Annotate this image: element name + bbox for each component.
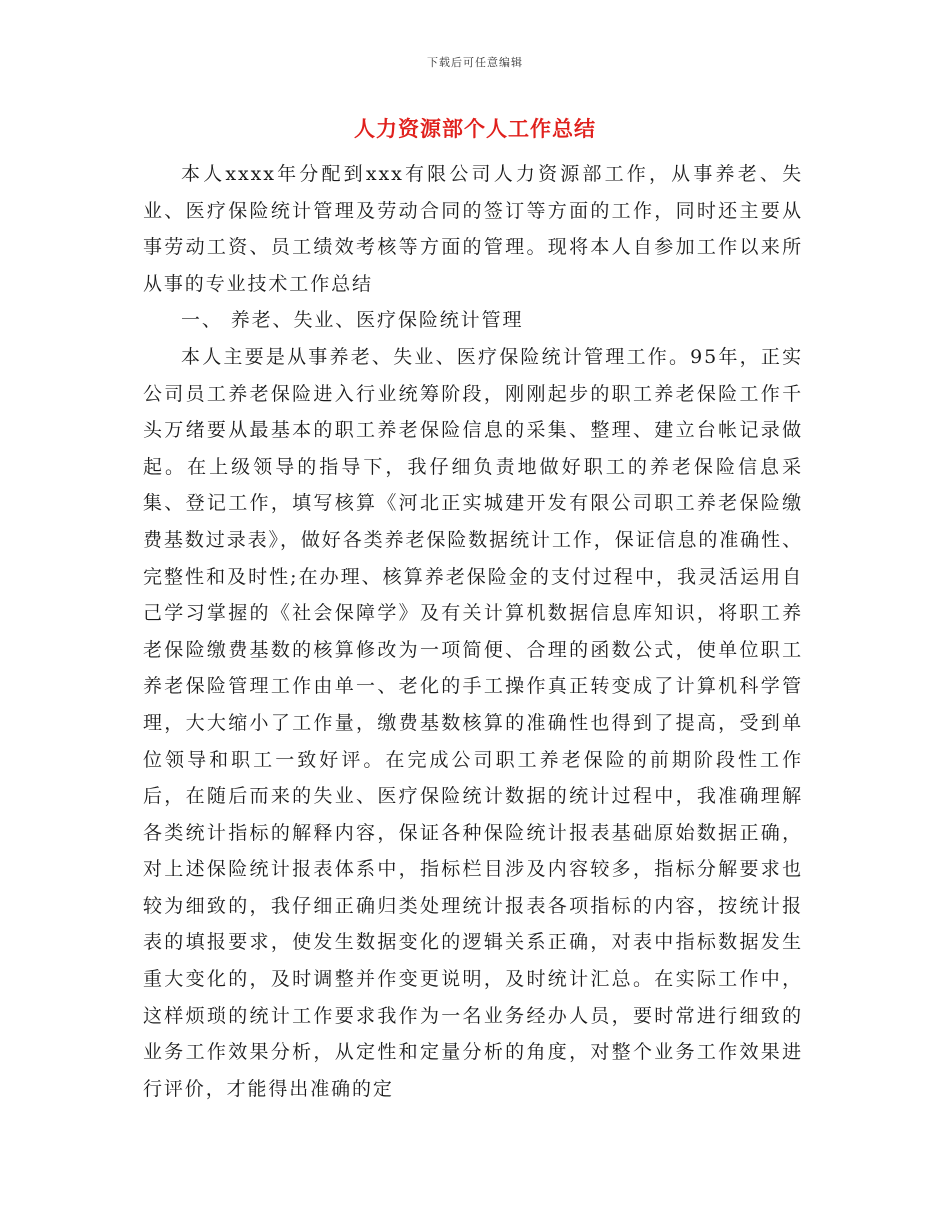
intro-paragraph: 本人xxxx年分配到xxx有限公司人力资源部工作，从事养老、失业、医疗保险统计管理及劳动合同的签订等方面的工作，同时还主要从事劳动工资、员工绩效考核等方面的管理。现将本人自参加工作以来所从事的专业技术工作总结: [143, 163, 803, 295]
header-note: 下载后可任意编辑: [427, 56, 523, 69]
body-paragraph: 本人主要是从事养老、失业、医疗保险统计管理工作。95年，正实公司员工养老保险进入行业统筹阶段，刚刚起步的职工养老保险工作千头万绪要从最基本的职工养老保险信息的采集、整理、建立台帐记录做起。在上级领导的指导下，我仔细负责地做好职工的养老保险信息采集、登记工作，填写核算《河北正实城建开发有限公司职工养老保险缴费基数过录表》，做好各类养老保险数据统计工作，保证信息的准确性、完整性和及时性;在办理、核算养老保险金的支付过程中，我灵活运用自己学习掌握的《社会保障学》及有关计算机数据信息库知识，将职工养老保险缴费基数的核算修改为一项简便、合理的函数公式，使单位职工养老保险管理工作由单一、老化的手工操作真正转变成了计算机科学管理，大大缩小了工作量，缴费基数核算的准确性也得到了提高，受到单位领导和职工一致好评。在完成公司职工养老保险的前期阶段性工作后，在随后而来的失业、医疗保险统计数据的统计过程中，我准确理解各类统计指标的解释内容，保证各种保险统计报表基础原始数据正确，对上述保险统计报表体系中，指标栏目涉及内容较多，指标分解要求也较为细致的，我仔细正确归类处理统计报表各项指标的内容，按统计报表的填报要求，使发生数据变化的逻辑关系正确，对表中指标数据发生重大变化的，及时调整并作变更说明，及时统计汇总。在实际工作中，这样烦琐的统计工作要求我作为一名业务经办人员，要时常进行细致的业务工作效果分析，从定性和定量分析的角度，对整个业务工作效果进行评价，才能得出准确的定: [143, 345, 803, 1100]
section-heading: 一、 养老、失业、医疗保险统计管理: [181, 309, 524, 332]
document-body: [143, 156, 803, 1107]
document-title: 人力资源部个人工作总结: [354, 116, 596, 141]
